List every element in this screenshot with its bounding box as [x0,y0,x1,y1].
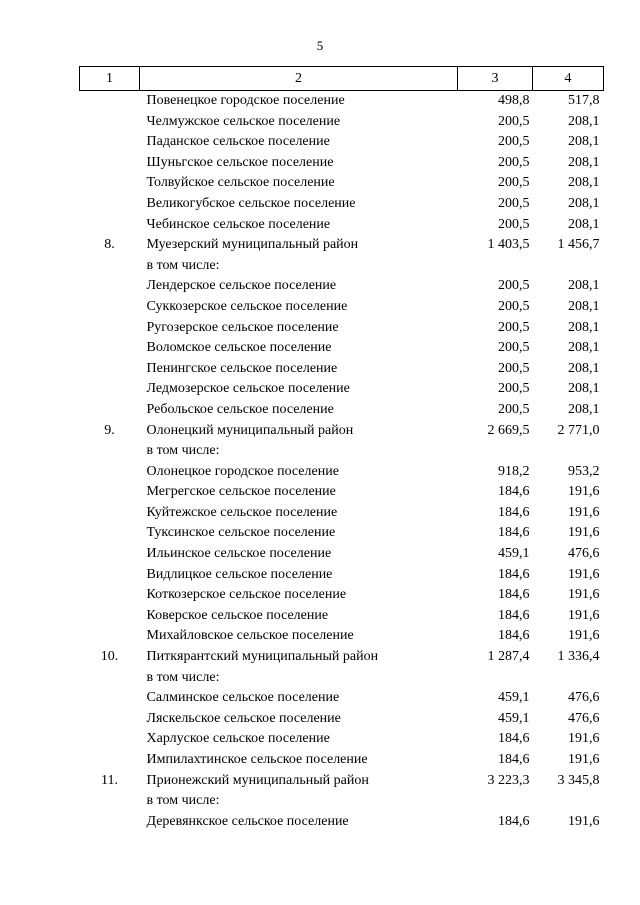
value-col-3: 184,6 [498,525,530,541]
row-number [80,215,140,236]
value-col-3: 184,6 [498,587,530,603]
value-col-3: 200,5 [498,319,530,335]
settlement-name: Михайловское сельское поселение [146,628,354,644]
value-col-4: 208,1 [568,154,600,170]
value-col-3: 200,5 [498,381,530,397]
row-number [80,112,140,133]
settlement-name: в том числе: [146,257,220,273]
row-number [80,688,140,709]
page-number: 5 [316,38,324,53]
row-number [80,812,140,833]
value-col-4: 191,6 [568,607,600,623]
settlement-name: Челмужское сельское поселение [146,113,341,129]
table-row [80,585,604,606]
settlement-name: Шуньгское сельское поселение [146,154,334,170]
value-col-3: 3 223,3 [487,772,530,788]
table-row [80,379,604,400]
settlement-name: Олонецкое городское поселение [146,463,339,479]
value-col-3: 918,2 [498,463,530,479]
value-col-3: 184,6 [498,813,530,829]
row-number: 11. [101,772,118,788]
settlement-name: Паданское сельское поселение [146,134,330,150]
value-col-4: 517,8 [568,93,600,108]
table-row [80,688,604,709]
table-row [80,235,604,256]
table-row [80,462,604,483]
table-row [80,318,604,339]
row-number [80,173,140,194]
value-col-4: 953,2 [568,463,600,479]
value-col-4: 208,1 [568,113,600,129]
table-row [80,565,604,586]
table-row [80,256,604,277]
table-row [80,400,604,421]
row-number [80,91,140,112]
value-col-3: 184,6 [498,731,530,747]
value-col-4: 191,6 [568,731,600,747]
value-col-3 [458,791,533,812]
table-row [80,791,604,812]
value-col-4: 476,6 [568,546,600,562]
row-number [80,791,140,812]
value-col-3: 200,5 [498,175,530,191]
header-col-3: 3 [458,67,533,91]
value-col-3: 184,6 [498,628,530,644]
value-col-4 [533,256,604,277]
value-col-4: 208,1 [568,340,600,356]
row-number [80,441,140,462]
row-number [80,297,140,318]
value-col-3: 200,5 [498,134,530,150]
settlement-name: Воломское сельское поселение [146,340,332,356]
row-number: 10. [100,649,119,665]
data-table [79,66,604,832]
settlement-name: Ругозерское сельское поселение [146,319,339,335]
row-number [80,544,140,565]
value-col-4: 208,1 [568,195,600,211]
value-col-4: 191,6 [568,752,600,767]
value-col-3: 184,6 [498,566,530,582]
value-col-3: 184,6 [498,484,530,500]
value-col-4: 208,1 [568,401,600,417]
value-col-3 [458,441,533,462]
table-row [80,173,604,194]
table-row [80,668,604,689]
value-col-4 [533,668,604,689]
settlement-name: Мегрегское сельское поселение [146,484,336,500]
value-col-3: 200,5 [498,195,530,211]
value-col-3: 184,6 [498,607,530,623]
value-col-3: 459,1 [498,690,530,706]
value-col-3: 200,5 [498,340,530,356]
value-col-4: 208,1 [568,360,600,376]
value-col-4: 208,1 [568,278,600,294]
header-col-1: 1 [80,67,140,91]
row-number [80,132,140,153]
value-col-3 [458,256,533,277]
settlement-name: Коверское сельское поселение [146,607,329,623]
value-col-3: 498,8 [498,93,530,108]
value-col-4: 1 456,7 [557,237,600,253]
value-col-4: 191,6 [568,813,600,829]
value-col-4: 3 345,8 [557,772,600,788]
settlement-name: Лендерское сельское поселение [146,278,337,294]
row-number [80,585,140,606]
value-col-4 [533,441,604,462]
settlement-name: Повенецкое городское поселение [146,93,345,108]
table-row [80,606,604,627]
table-body [80,91,604,833]
settlement-name: Ляскельское сельское поселение [146,710,341,726]
value-col-3: 2 669,5 [487,422,530,438]
row-number [80,338,140,359]
row-number [80,606,140,627]
value-col-3: 200,5 [498,154,530,170]
row-number: 8. [104,237,115,253]
value-col-4: 191,6 [568,628,600,644]
row-number [80,256,140,277]
value-col-4: 191,6 [568,484,600,500]
row-number [80,318,140,339]
value-col-3: 1 287,4 [487,649,530,665]
table-row [80,729,604,750]
row-number [80,276,140,297]
settlement-name: Прионежский муниципальный район [146,772,369,788]
value-col-4: 191,6 [568,525,600,541]
settlement-name: Ребольское сельское поселение [146,401,334,417]
settlement-name: Великогубское сельское поселение [146,195,356,211]
row-number: 9. [104,422,115,438]
table-row [80,544,604,565]
settlement-name: Толвуйское сельское поселение [146,175,335,191]
row-number [80,565,140,586]
settlement-name: в том числе: [146,669,220,685]
value-col-3: 200,5 [498,278,530,294]
value-col-3: 200,5 [498,360,530,376]
table-row [80,215,604,236]
table-row [80,297,604,318]
table-row [80,132,604,153]
table-row [80,771,604,792]
table-row [80,112,604,133]
table-row [80,709,604,730]
header-col-2: 2 [140,67,458,91]
table-row [80,647,604,668]
row-number [80,709,140,730]
value-col-4: 476,6 [568,690,600,706]
settlement-name: Харлуское сельское поселение [146,731,330,747]
row-number [80,626,140,647]
value-col-4: 191,6 [568,566,600,582]
value-col-3: 200,5 [498,401,530,417]
settlement-name: Салминское сельское поселение [146,690,340,706]
row-number [80,482,140,503]
table-row [80,421,604,442]
table-row [80,276,604,297]
settlement-name: в том числе: [146,443,220,459]
value-col-4: 2 771,0 [557,422,600,438]
table-row [80,441,604,462]
settlement-name: Суккозерское сельское поселение [146,298,348,314]
table-row [80,153,604,174]
value-col-3 [458,668,533,689]
value-col-3: 200,5 [498,216,530,232]
value-col-3: 200,5 [498,113,530,129]
value-col-4: 476,6 [568,710,600,726]
value-col-3: 1 403,5 [487,237,530,253]
row-number [80,729,140,750]
value-col-4: 208,1 [568,175,600,191]
settlement-name: Пенингское сельское поселение [146,360,338,376]
row-number [80,523,140,544]
settlement-name: Видлицкое сельское поселение [146,566,333,582]
value-col-4: 208,1 [568,216,600,232]
value-col-4: 208,1 [568,298,600,314]
value-col-3: 459,1 [498,546,530,562]
value-col-3: 184,6 [498,504,530,520]
settlement-name: Ледмозерское сельское поселение [146,381,350,397]
settlement-name: Питкярантский муниципальный район [146,649,379,665]
settlement-name: Чебинское сельское поселение [146,216,331,232]
settlement-name: Импилахтинское сельское поселение [146,752,368,767]
row-number [80,359,140,380]
header-row [80,67,604,91]
value-col-3: 459,1 [498,710,530,726]
table-row [80,750,604,771]
table-row [80,338,604,359]
value-col-4: 208,1 [568,134,600,150]
settlement-name: Ильинское сельское поселение [146,546,332,562]
header-col-4: 4 [533,67,604,91]
table-row [80,482,604,503]
table-row [80,523,604,544]
settlement-name: Деревянкское сельское поселение [146,813,349,829]
table-row [80,812,604,833]
row-number [80,194,140,215]
value-col-3: 200,5 [498,298,530,314]
settlement-name: Олонецкий муниципальный район [146,422,354,438]
table-row [80,91,604,112]
row-number [80,153,140,174]
table-header [80,67,604,91]
row-number [80,379,140,400]
settlement-name: в том числе: [146,793,220,809]
settlement-name: Коткозерское сельское поселение [146,587,347,603]
table-row [80,359,604,380]
row-number [80,750,140,771]
value-col-4: 191,6 [568,587,600,603]
value-col-4: 191,6 [568,504,600,520]
value-col-4: 208,1 [568,381,600,397]
table-row [80,194,604,215]
settlement-name: Туксинское сельское поселение [146,525,336,541]
settlement-name: Муезерский муниципальный район [146,237,359,253]
row-number [80,503,140,524]
value-col-4: 208,1 [568,319,600,335]
table-row [80,503,604,524]
settlement-name: Куйтежское сельское поселение [146,504,338,520]
table-row [80,626,604,647]
value-col-4 [533,791,604,812]
row-number [80,462,140,483]
row-number [80,668,140,689]
row-number [80,400,140,421]
value-col-4: 1 336,4 [557,649,600,665]
value-col-3: 184,6 [498,752,530,767]
